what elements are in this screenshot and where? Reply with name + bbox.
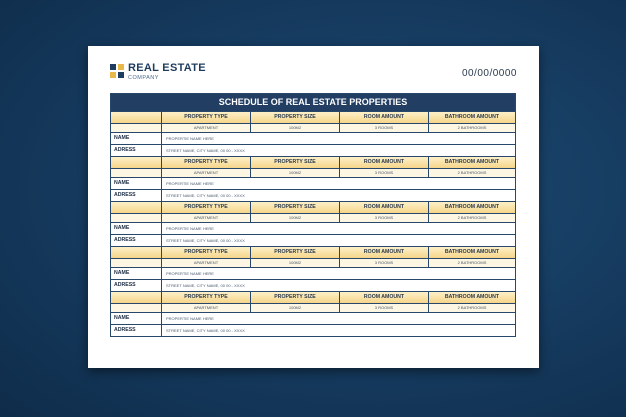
address-label-cell [111, 280, 161, 291]
brand-title: REAL ESTATE [128, 62, 206, 74]
bathroom-amount-header-label: BATHROOM AMOUNT [444, 114, 500, 120]
property-type-value [161, 214, 250, 222]
property-type-header [161, 112, 250, 123]
value-blank-cell [111, 124, 161, 132]
room-amount-value-text: 3 ROOMS [374, 170, 394, 175]
bathroom-amount-value-text: 2 BATHROOMS [457, 170, 487, 175]
name-label: NAME [114, 270, 130, 276]
header-row [111, 201, 515, 213]
room-amount-header-label: ROOM AMOUNT [363, 249, 405, 255]
header-blank-cell [111, 202, 161, 213]
room-amount-value-text: 3 ROOMS [374, 305, 394, 310]
company-logo-icon [110, 64, 124, 78]
property-type-header-label: PROPERTY TYPE [184, 294, 228, 300]
room-amount-header-label: ROOM AMOUNT [363, 159, 405, 165]
property-size-value-text: 100M2 [288, 125, 302, 130]
value-blank-cell [111, 169, 161, 177]
room-amount-value [339, 259, 428, 267]
address-row [111, 144, 515, 156]
room-amount-header [339, 112, 428, 123]
bathroom-amount-value [428, 259, 515, 267]
name-row [111, 222, 515, 234]
name-label: NAME [114, 135, 130, 141]
room-amount-value-text: 3 ROOMS [374, 260, 394, 265]
property-address-cell [161, 145, 515, 156]
property-size-value [250, 124, 339, 132]
bathroom-amount-header-label: BATHROOM AMOUNT [444, 204, 500, 210]
company-brand [128, 63, 206, 82]
property-size-value-text: 100M2 [288, 215, 302, 220]
room-amount-value [339, 214, 428, 222]
property-address-cell [161, 280, 515, 291]
name-row [111, 177, 515, 189]
property-address: STREET NAME, CITY NAME, 00 00 - XXXX [166, 148, 245, 153]
property-size-header [250, 247, 339, 258]
property-name-cell [161, 178, 515, 189]
property-name: PROPERTIE NAME HERE [166, 181, 214, 186]
value-row [111, 258, 515, 267]
property-name-cell [161, 268, 515, 279]
name-label-cell [111, 178, 161, 189]
property-type-value [161, 124, 250, 132]
bathroom-amount-header [428, 292, 515, 303]
name-label: NAME [114, 180, 130, 186]
name-label-cell [111, 313, 161, 324]
bathroom-amount-value [428, 214, 515, 222]
header-blank-cell [111, 292, 161, 303]
bathroom-amount-header-label: BATHROOM AMOUNT [444, 249, 500, 255]
property-name-cell [161, 133, 515, 144]
bathroom-amount-value-text: 2 BATHROOMS [457, 125, 487, 130]
property-address-cell [161, 235, 515, 246]
value-blank-cell [111, 259, 161, 267]
property-type-value [161, 259, 250, 267]
room-amount-value [339, 124, 428, 132]
address-row [111, 324, 515, 336]
address-label-cell [111, 145, 161, 156]
bathroom-amount-value [428, 304, 515, 312]
property-name-cell [161, 313, 515, 324]
property-size-header [250, 202, 339, 213]
property-size-value-text: 100M2 [288, 170, 302, 175]
address-label-cell [111, 325, 161, 336]
property-size-header-label: PROPERTY SIZE [274, 204, 316, 210]
property-type-header [161, 292, 250, 303]
property-type-header [161, 247, 250, 258]
room-amount-header-label: ROOM AMOUNT [363, 294, 405, 300]
property-type-value [161, 304, 250, 312]
header-row [111, 111, 515, 123]
header-row [111, 291, 515, 303]
property-size-value [250, 259, 339, 267]
bathroom-amount-header [428, 157, 515, 168]
property-type-header-label: PROPERTY TYPE [184, 159, 228, 165]
property-type-value-text: APARTMENT [193, 125, 219, 130]
room-amount-header [339, 202, 428, 213]
bathroom-amount-header [428, 112, 515, 123]
name-row [111, 312, 515, 324]
value-row [111, 213, 515, 222]
room-amount-value [339, 169, 428, 177]
room-amount-value-text: 3 ROOMS [374, 125, 394, 130]
bathroom-amount-value-text: 2 BATHROOMS [457, 260, 487, 265]
property-name: PROPERTIE NAME HERE [166, 271, 214, 276]
document-sheet [88, 46, 539, 368]
address-row [111, 234, 515, 246]
bathroom-amount-value [428, 124, 515, 132]
name-label-cell [111, 223, 161, 234]
property-type-value-text: APARTMENT [193, 305, 219, 310]
value-row [111, 303, 515, 312]
property-size-header-label: PROPERTY SIZE [274, 249, 316, 255]
name-label-cell [111, 268, 161, 279]
property-size-header [250, 112, 339, 123]
name-row [111, 267, 515, 279]
property-size-header [250, 292, 339, 303]
header-row [111, 246, 515, 258]
bathroom-amount-value-text: 2 BATHROOMS [457, 305, 487, 310]
name-label: NAME [114, 225, 130, 231]
bathroom-amount-header-label: BATHROOM AMOUNT [444, 159, 500, 165]
table-title: SCHEDULE OF REAL ESTATE PROPERTIES [111, 94, 515, 111]
value-row [111, 123, 515, 132]
property-size-header-label: PROPERTY SIZE [274, 294, 316, 300]
name-label-cell [111, 133, 161, 144]
property-block [111, 291, 515, 336]
property-type-header [161, 202, 250, 213]
property-size-value-text: 100M2 [288, 260, 302, 265]
property-address: STREET NAME, CITY NAME, 00 00 - XXXX [166, 328, 245, 333]
property-type-header-label: PROPERTY TYPE [184, 204, 228, 210]
property-block [111, 111, 515, 156]
property-address-cell [161, 190, 515, 201]
property-type-header [161, 157, 250, 168]
property-name: PROPERTIE NAME HERE [166, 136, 214, 141]
value-row [111, 168, 515, 177]
property-name-cell [161, 223, 515, 234]
address-label: ADRESS [114, 192, 136, 198]
brand-subtitle: COMPANY [128, 75, 159, 81]
document-date: 00/00/0000 [461, 68, 517, 79]
address-label-cell [111, 190, 161, 201]
schedule-table [110, 93, 516, 337]
room-amount-header [339, 247, 428, 258]
property-type-value-text: APARTMENT [193, 215, 219, 220]
property-type-header-label: PROPERTY TYPE [184, 249, 228, 255]
property-size-header [250, 157, 339, 168]
property-type-value [161, 169, 250, 177]
property-block [111, 156, 515, 201]
property-size-value-text: 100M2 [288, 305, 302, 310]
address-label: ADRESS [114, 282, 136, 288]
room-amount-header [339, 292, 428, 303]
room-amount-header [339, 157, 428, 168]
room-amount-header-label: ROOM AMOUNT [363, 204, 405, 210]
property-address: STREET NAME, CITY NAME, 00 00 - XXXX [166, 193, 245, 198]
header-blank-cell [111, 112, 161, 123]
address-label-cell [111, 235, 161, 246]
property-type-value-text: APARTMENT [193, 170, 219, 175]
bathroom-amount-header [428, 247, 515, 258]
property-size-value [250, 169, 339, 177]
room-amount-value [339, 304, 428, 312]
bathroom-amount-header-label: BATHROOM AMOUNT [444, 294, 500, 300]
property-type-value-text: APARTMENT [193, 260, 219, 265]
property-address: STREET NAME, CITY NAME, 00 00 - XXXX [166, 283, 245, 288]
property-size-header-label: PROPERTY SIZE [274, 159, 316, 165]
header-row [111, 156, 515, 168]
property-block [111, 201, 515, 246]
property-type-header-label: PROPERTY TYPE [184, 114, 228, 120]
address-label: ADRESS [114, 237, 136, 243]
bathroom-amount-header [428, 202, 515, 213]
property-size-value [250, 214, 339, 222]
property-block [111, 246, 515, 291]
name-row [111, 132, 515, 144]
room-amount-header-label: ROOM AMOUNT [363, 114, 405, 120]
header-blank-cell [111, 157, 161, 168]
room-amount-value-text: 3 ROOMS [374, 215, 394, 220]
bathroom-amount-value-text: 2 BATHROOMS [457, 215, 487, 220]
property-size-value [250, 304, 339, 312]
name-label: NAME [114, 315, 130, 321]
header-blank-cell [111, 247, 161, 258]
property-name: PROPERTIE NAME HERE [166, 316, 214, 321]
address-label: ADRESS [114, 147, 136, 153]
property-address-cell [161, 325, 515, 336]
property-size-header-label: PROPERTY SIZE [274, 114, 316, 120]
value-blank-cell [111, 214, 161, 222]
address-row [111, 279, 515, 291]
address-row [111, 189, 515, 201]
value-blank-cell [111, 304, 161, 312]
bathroom-amount-value [428, 169, 515, 177]
property-name: PROPERTIE NAME HERE [166, 226, 214, 231]
property-address: STREET NAME, CITY NAME, 00 00 - XXXX [166, 238, 245, 243]
address-label: ADRESS [114, 327, 136, 333]
